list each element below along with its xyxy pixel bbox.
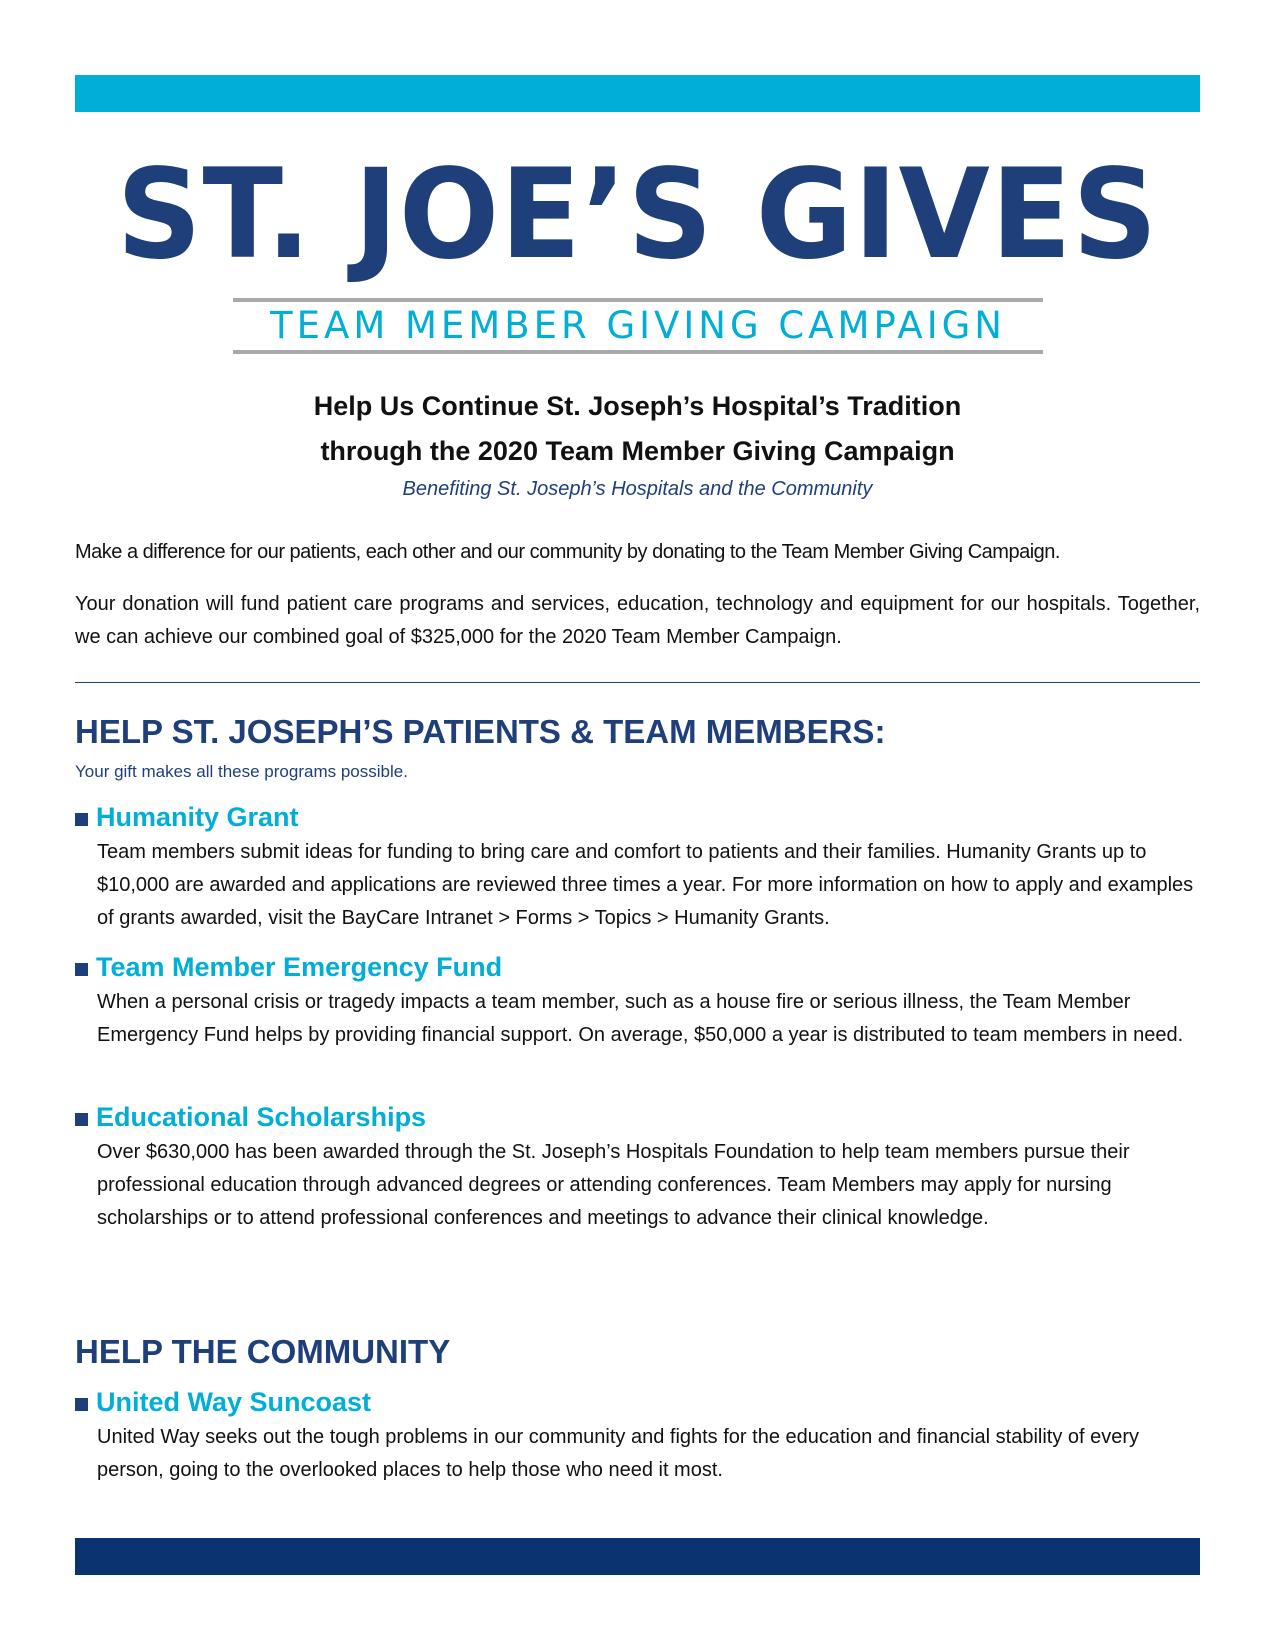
logo-subtitle: TEAM MEMBER GIVING CAMPAIGN: [270, 304, 1006, 347]
logo-title: ST. JOE’S GIVES: [116, 141, 1159, 287]
headline: [0, 384, 1275, 474]
tagline: Benefiting St. Joseph’s Hospitals and the Community: [402, 478, 873, 500]
program-description: When a personal crisis or tragedy impacts a team member, such as a house fire or serious illness, the Team Member Emergency Fund helps by providing financial support. On average, $50,000 a year is distributed to team members in need.: [97, 991, 1184, 1046]
headline-line-1: Help Us Continue St. Joseph’s Hospital’s Tradition: [313, 391, 962, 421]
program-item-emergency-fund: [75, 950, 1200, 1052]
program-title: Team Member Emergency Fund: [96, 952, 503, 982]
intro-paragraph-1: Make a difference for our patients, each other and our community by donating to the Team Member Giving Campaign.: [75, 541, 1060, 563]
program-description: Team members submit ideas for funding to bring care and comfort to patients and their families. Humanity Grants up to $10,000 are awarded and applications are reviewed three times a year. For more information on how to apply and examples of grants awarded, visit the BayCare Intranet > Forms > Topics > Humanity Grants.: [97, 841, 1194, 929]
program-item-united-way: [75, 1385, 1200, 1487]
program-description: United Way seeks out the tough problems in our community and fights for the education and financial stability of every person, going to the overlooked places to help those who need it most.: [97, 1426, 1140, 1481]
bottom-banner-bar: [75, 1538, 1200, 1575]
top-banner-bar: [75, 75, 1200, 112]
square-bullet-icon: [75, 963, 88, 976]
program-description: Over $630,000 has been awarded through the St. Joseph’s Hospitals Foundation to help team members pursue their professional education through advanced degrees or attending conferences. Team Members may apply for nursing scholarships or to attend professional conferences and meetings to advance their clinical knowledge.: [97, 1141, 1130, 1229]
section-title-community: HELP THE COMMUNITY: [75, 1333, 451, 1370]
program-title: United Way Suncoast: [96, 1387, 372, 1417]
section-subtitle-patients: Your gift makes all these programs possible.: [75, 762, 408, 781]
section-divider: [75, 682, 1200, 683]
section-title-patients: HELP ST. JOSEPH’S PATIENTS & TEAM MEMBERS:: [75, 713, 886, 750]
logo-rule-top: [233, 298, 1043, 302]
intro-paragraph-2: Your donation will fund patient care programs and services, education, technology and equipment for our hospitals. Together, we can achieve our combined goal of $325,000 for the 2020 Team Member Campaign.: [75, 593, 1200, 648]
program-title: Educational Scholarships: [96, 1102, 427, 1132]
headline-line-2: through the 2020 Team Member Giving Campaign: [320, 436, 955, 466]
campaign-logo: [0, 141, 1275, 347]
square-bullet-icon: [75, 1398, 88, 1411]
square-bullet-icon: [75, 1113, 88, 1126]
logo-rule-bottom: [233, 350, 1043, 354]
program-item-humanity-grant: [75, 800, 1200, 935]
program-item-scholarships: [75, 1100, 1200, 1235]
square-bullet-icon: [75, 813, 88, 826]
program-title: Humanity Grant: [96, 802, 299, 832]
